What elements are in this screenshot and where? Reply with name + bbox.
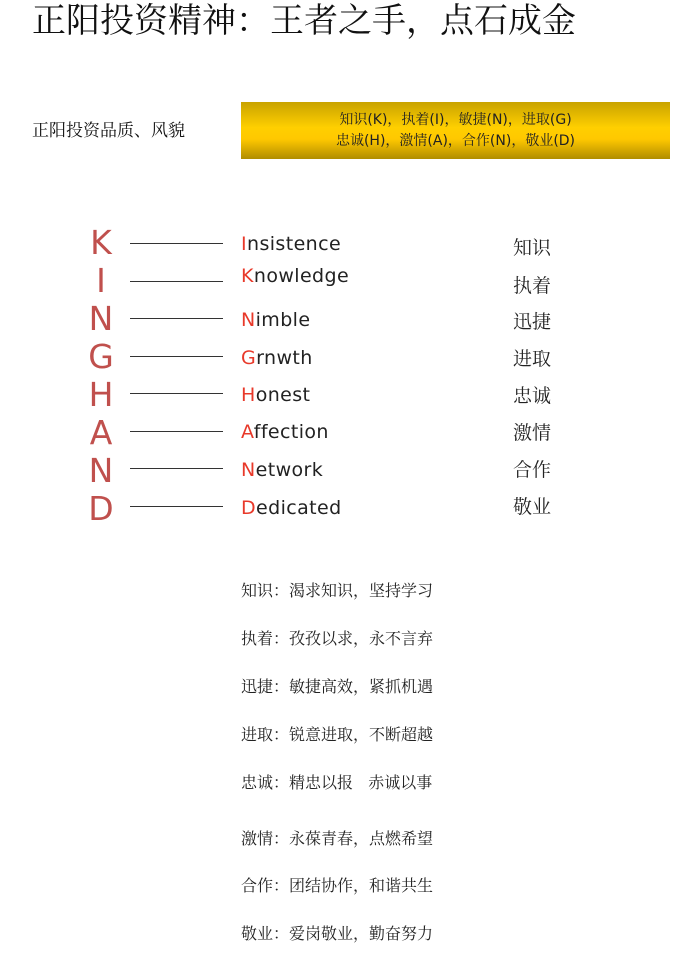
spirit-line: 激情：永葆青春，点燃希望 — [241, 829, 434, 848]
acronym-row — [0, 414, 700, 452]
acronym-row — [0, 224, 700, 262]
acronym-letter: D — [88, 489, 114, 528]
word-rest: edicated — [256, 497, 342, 519]
quality-label: 正阳投资品质、风貌 — [32, 121, 185, 141]
word-rest: nowledge — [253, 265, 350, 287]
acronym-word — [241, 496, 342, 520]
spirit-line: 迅捷：敏捷高效，紧抓机遇 — [241, 677, 434, 696]
word-initial: K — [241, 265, 254, 287]
acronym-letter: K — [90, 223, 112, 262]
word-initial: A — [241, 421, 254, 443]
word-initial: I — [241, 233, 248, 255]
acronym-meaning: 合作 — [513, 459, 552, 481]
connector-line — [130, 431, 223, 432]
word-initial: H — [241, 384, 256, 406]
acronym-meaning: 敬业 — [513, 496, 552, 518]
spirit-line: 合作：团结协作，和谐共生 — [241, 876, 434, 895]
page-title: 正阳投资精神：王者之手，点石成金 — [32, 1, 576, 41]
acronym-word — [241, 232, 341, 256]
word-initial: D — [241, 497, 257, 519]
spirit-line: 执着：孜孜以求，永不言弃 — [241, 629, 434, 648]
spirit-line: 忠诚：精忠以报 赤诚以事 — [241, 773, 433, 792]
acronym-row — [0, 490, 700, 528]
spirit-line: 进取：锐意进取，不断超越 — [241, 725, 434, 744]
acronym-meaning: 迅捷 — [513, 311, 552, 333]
acronym-word — [241, 420, 329, 444]
word-initial: N — [241, 459, 256, 481]
acronym-row — [0, 262, 700, 300]
word-rest: onest — [255, 384, 311, 406]
word-rest: nsistence — [247, 233, 342, 255]
acronym-letter: H — [88, 375, 114, 414]
acronym-letter: A — [89, 413, 113, 452]
acronym-word — [241, 264, 349, 288]
word-rest: imble — [255, 309, 311, 331]
acronym-row — [0, 452, 700, 490]
acronym-word — [241, 308, 310, 332]
connector-line — [130, 506, 223, 507]
acronym-word — [241, 458, 323, 482]
connector-line — [130, 356, 223, 357]
acronym-row — [0, 338, 700, 376]
qualities-banner — [241, 102, 670, 159]
qualities-line-1: 知识(K)，执着(I)，敏捷(N)，进取(G) — [339, 111, 572, 128]
connector-line — [130, 393, 223, 394]
acronym-letter: G — [88, 337, 114, 376]
spirit-line: 知识：渴求知识，坚持学习 — [241, 581, 434, 600]
word-initial: N — [241, 309, 256, 331]
acronym-meaning: 进取 — [513, 348, 552, 370]
connector-line — [130, 468, 223, 469]
connector-line — [130, 243, 223, 244]
acronym-row — [0, 376, 700, 414]
acronym-meaning: 知识 — [513, 237, 552, 259]
acronym-letter: N — [88, 299, 114, 338]
acronym-word — [241, 346, 313, 370]
acronym-meaning: 忠诚 — [513, 385, 552, 407]
acronym-letter: I — [96, 261, 106, 300]
word-initial: G — [241, 347, 257, 369]
qualities-line-2: 忠诚(H)，激情(A)，合作(N)，敬业(D) — [335, 132, 576, 149]
word-rest: ffection — [253, 421, 329, 443]
acronym-row — [0, 300, 700, 338]
connector-line — [130, 281, 223, 282]
acronym-letter: N — [88, 451, 114, 490]
acronym-meaning: 执着 — [513, 275, 552, 297]
acronym-meaning: 激情 — [513, 422, 552, 444]
acronym-word — [241, 383, 310, 407]
spirit-line: 敬业：爱岗敬业，勤奋努力 — [241, 924, 434, 943]
word-rest: etwork — [255, 459, 324, 481]
word-rest: rnwth — [256, 347, 313, 369]
connector-line — [130, 318, 223, 319]
